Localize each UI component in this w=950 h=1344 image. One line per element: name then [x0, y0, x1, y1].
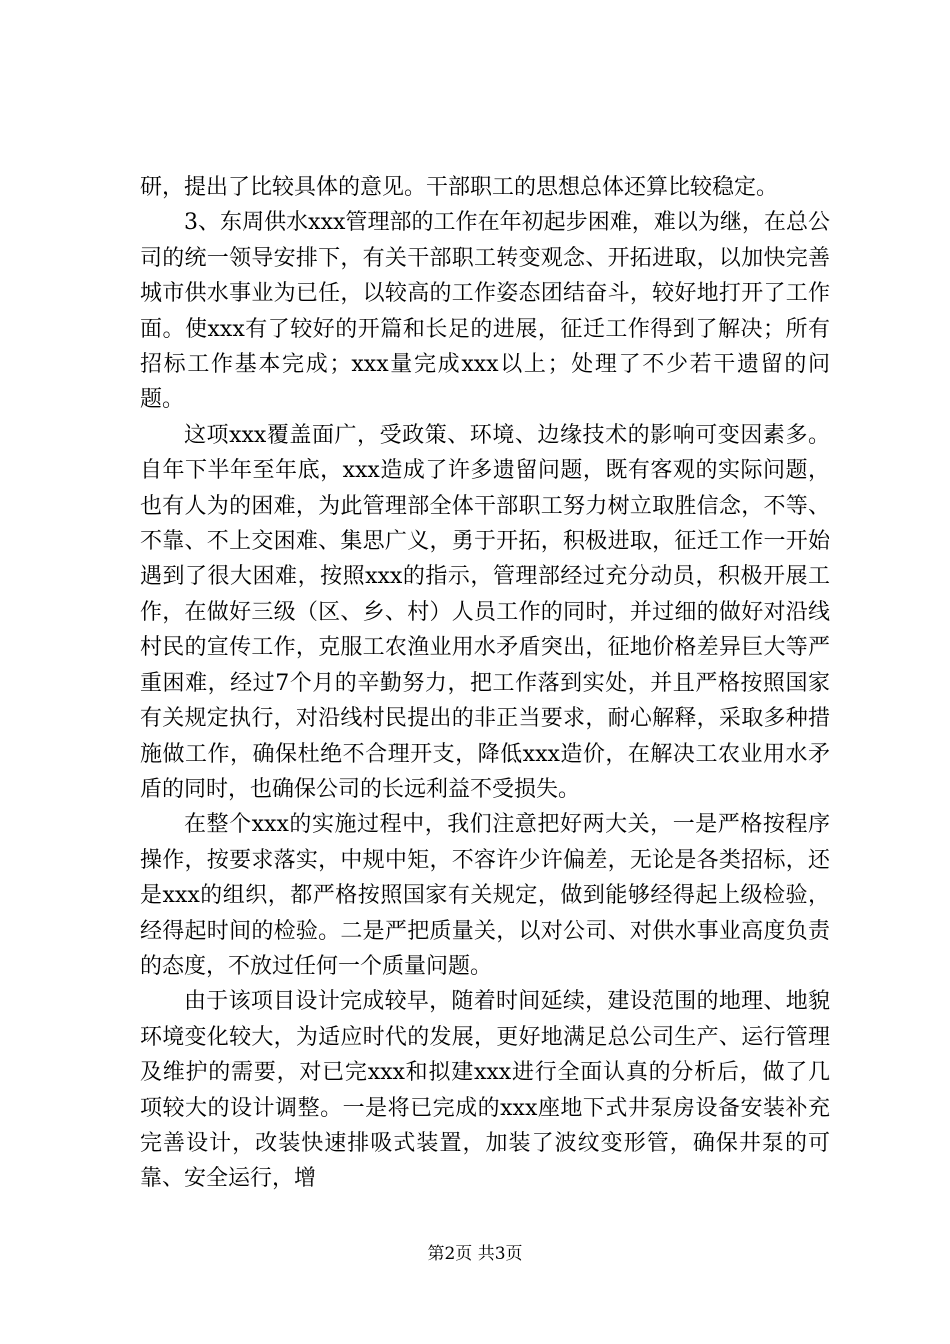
paragraph-continuation: 研，提出了比较具体的意见。干部职工的思想总体还算比较稳定。: [140, 175, 779, 200]
paragraph-project-difficulties: 这项xxx覆盖面广，受政策、环境、边缘技术的影响可变因素多。自年下半年至年底，xxx造成了许多遗留问题，既有客观的实际问题，也有人为的困难，为此管理部全体干部职工努力树立取胜信念，不等、不靠、不上交困难、集思广义，勇于开拓，积极进取，征迁工作一开始遇到了很大困难，按照xxx的指示，管理部经过充分动员，积极开展工作，在做好三级（区、乡、村）人员工作的同时，并过细的做好对沿线村民的宣传工作，克服工农渔业用水矛盾突出，征地价格差异巨大等严重困难，经过7个月的辛勤努力，把工作落到实处，并且严格按照国家有关规定执行，对沿线村民提出的非正当要求，耐心解释，采取多种措施做工作，确保杜绝不合理开支，降低xxx造价，在解决工农业用水矛盾的同时，也确保公司的长远利益不受损失。: [140, 422, 830, 802]
page-footer: [0, 1243, 950, 1265]
page-number: 第2页 共3页: [427, 1244, 523, 1264]
document-body: [140, 170, 830, 1197]
paragraph-management-dept: 3、东周供水xxx管理部的工作在年初起步困难，难以为继，在总公司的统一领导安排下，有关干部职工转变观念、开拓进取，以加快完善城市供水事业为已任，以较高的工作姿态团结奋斗，较好地打开了工作面。使xxx有了较好的开篇和长足的进展，征迁工作得到了解决；所有招标工作基本完成；xxx量完成xxx以上；处理了不少若干遗留的问题。: [140, 210, 830, 413]
paragraph-design-adjustments: 由于该项目设计完成较早，随着时间延续，建设范围的地理、地貌环境变化较大，为适应时代的发展，更好地满足总公司生产、运行管理及维护的需要，对已完xxx和拟建xxx进行全面认真的分析后，做了几项较大的设计调整。一是将已完成的xxx座地下式井泵房设备安装补充完善设计，改装快速排吸式装置，加装了波纹变形管，确保井泵的可靠、安全运行，增: [140, 989, 830, 1192]
paragraph-two-checkpoints: 在整个xxx的实施过程中，我们注意把好两大关，一是严格按程序操作，按要求落实，中规中矩，不容许少许偏差，无论是各类招标，还是xxx的组织，都严格按照国家有关规定，做到能够经得起上级检验，经得起时间的检验。二是严把质量关，以对公司、对供水事业高度负责的态度，不放过任何一个质量问题。: [140, 812, 830, 979]
